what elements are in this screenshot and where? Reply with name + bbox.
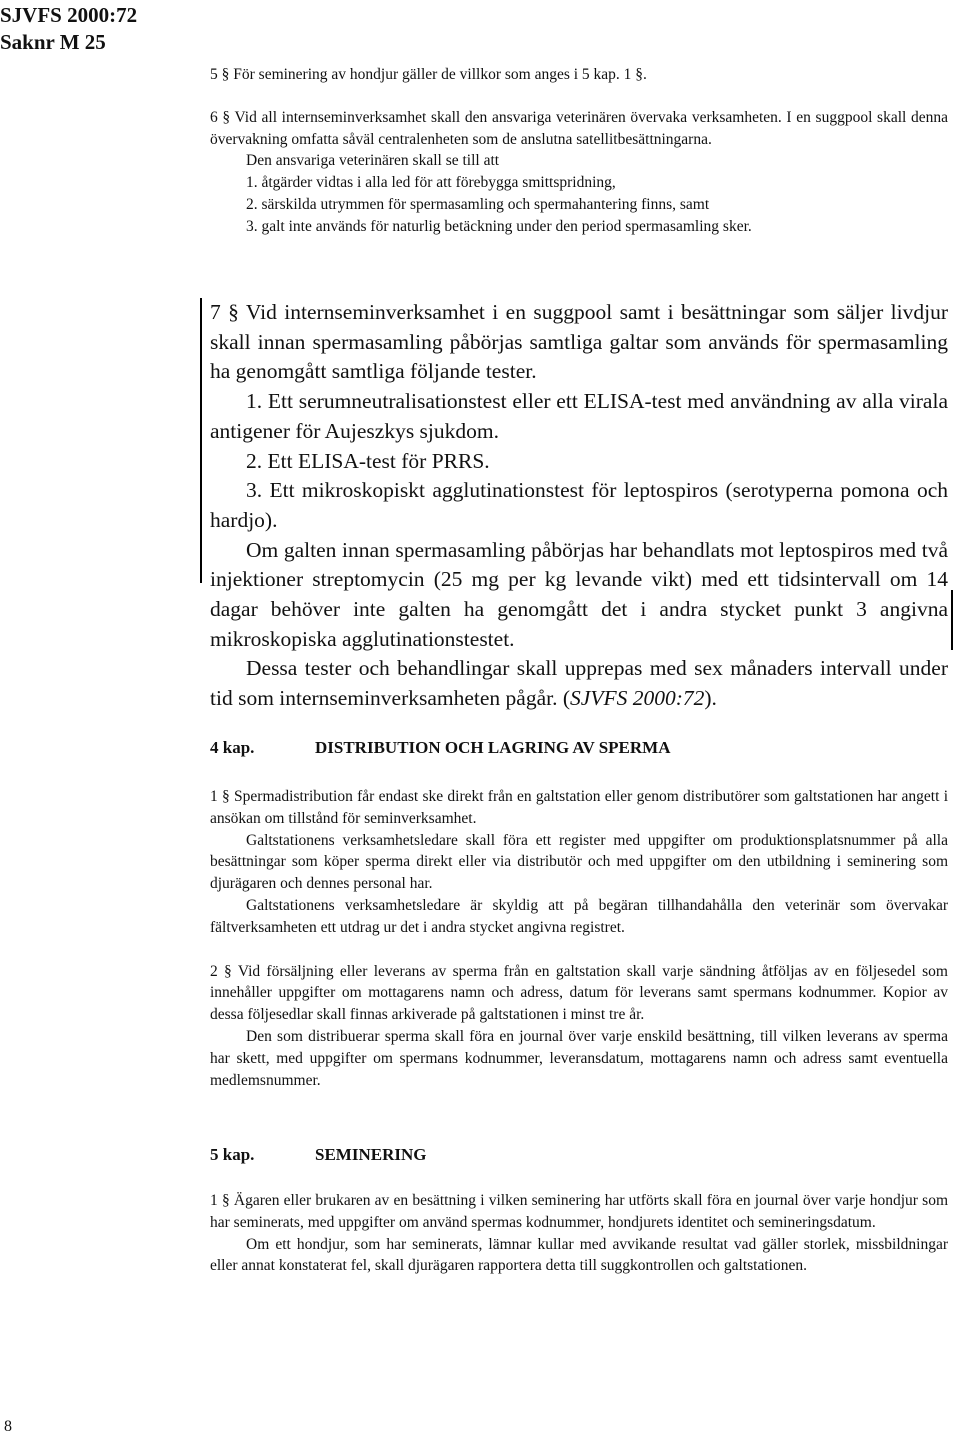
- section-6-item-3: 3. galt inte används för naturlig betäckning under den period spermasamling sker.: [246, 217, 752, 235]
- page-number: 8: [4, 1418, 12, 1435]
- ch4-section-1-p2: Galtstationens verksamhetsledare skall föra ett register med uppgifter om produktionsplatsnummer på alla besättningar som köper sperma direkt eller via distributör och med uppgifter om den utbildning i seminering som djurägaren och dennes personal har.: [210, 831, 948, 893]
- ch4-section-2: 2 § Vid försäljning eller leverans av sperma från en galtstation skall varje sändning åtföljas av en följesedel som innehåller uppgifter om mottagarens namn och adress, datum för leverans samt spermans kodnummer. Kopior av dessa följesedlar skall finnas arkiverade på galtstationen i minst tre år.: [210, 962, 948, 1024]
- section-7-item-2: 2. Ett ELISA-test för PRRS.: [246, 448, 490, 473]
- amendment-bar-left: [200, 298, 202, 583]
- ch4-section-2-p2: Den som distribuerar sperma skall föra en journal över varje enskild besättning, till vilken leverans av sperma har skett, med uppgifter om spermans kodnummer, leveransdatum, mottagarens namn och adress samt eventuella medlemsnummer.: [210, 1027, 948, 1089]
- chapter-5-title: SEMINERING: [315, 1145, 427, 1164]
- section-5-paragraph: 5 § För seminering av hondjur gäller de villkor som anges i 5 kap. 1 §.: [210, 66, 647, 83]
- document-header: [0, 2, 137, 56]
- chapter-4-heading: [210, 737, 948, 759]
- ch5-section-1: 1 § Ägaren eller brukaren av en besättning i vilken seminering har utförts skall föra en journal över varje hondjur som har seminerats, med uppgifter om använd spermas kodnummer, hondjurets identitet och semineringsdatum.: [210, 1192, 948, 1231]
- chapter-5: [210, 1144, 948, 1277]
- section-6-intro: Den ansvariga veterinären skall se till att: [246, 152, 500, 170]
- section-7-block: [210, 298, 948, 714]
- chapter3-small-section: [210, 64, 948, 238]
- section-7-paragraph-2: Om galten innan spermasamling påbörjas har behandlats mot leptospiros med två injektioner streptomycin (25 mg per kg levande vikt) med ett tidsintervall om 14 dagar behöver inte galten ha genomgått det i andra stycket punkt 3 angivna mikroskopiska agglutinationstestet.: [210, 537, 948, 651]
- amendment-reference: SJVFS 2000:72: [570, 686, 705, 711]
- ch4-section-1: 1 § Spermadistribution får endast ske direkt från en galtstation eller genom distributörer som galtstationen har angett i ansökan om tillstånd för seminverksamhet.: [210, 788, 948, 827]
- section-7-paragraph-3: [210, 654, 948, 713]
- ch5-section-1-p2: Om ett hondjur, som har seminerats, lämnar kullar med avvikande resultat vad gäller storlek, missbildningar eller annat konstaterat fel, skall djurägaren rapportera detta till suggkontrollen och galtstationen.: [210, 1235, 948, 1275]
- chapter-4: [210, 737, 948, 1091]
- ch4-section-1-p3: Galtstationens verksamhetsledare är skyldig att på begäran tillhandahålla den veterinär som övervakar fältverksamheten ett utdrag ur det i andra stycket angivna registret.: [210, 896, 948, 936]
- amendment-bar-right: [951, 590, 953, 650]
- section-6-paragraph: 6 § Vid all internseminverksamhet skall den ansvariga veterinären övervaka verksamheten. I en suggpool skall denna övervakning omfatta såväl centralenheten som de anslutna satellitbesättningarna.: [210, 108, 948, 148]
- chapter-4-title: DISTRIBUTION OCH LAGRING AV SPERMA: [315, 738, 671, 757]
- regulation-id: SJVFS 2000:72: [0, 3, 138, 27]
- section-7-item-1: 1. Ett serumneutralisationstest eller ett ELISA-test med användning av alla virala antigener för Aujeszkys sjukdom.: [210, 389, 948, 443]
- section-6-item-1: 1. åtgärder vidtas i alla led för att förebygga smittspridning,: [246, 174, 616, 192]
- section-7-item-3: 3. Ett mikroskopiskt agglutinationstest för leptospiros (serotyperna pomona och hardjo).: [210, 478, 948, 532]
- case-number: Saknr M 25: [0, 30, 106, 54]
- section-6-item-2: 2. särskilda utrymmen för spermasamling och spermahantering finns, samt: [246, 195, 710, 213]
- section-7-paragraph: 7 § Vid internseminverksamhet i en suggpool samt i besättningar som säljer livdjur skall innan spermasamling påbörjas samtliga galtar som används för spermasamling ha genomgått samtliga följande tester.: [210, 300, 948, 384]
- chapter-5-number: 5 kap.: [210, 1145, 255, 1164]
- section-7-p3-end: ).: [704, 686, 717, 711]
- section-7-p3-text: Dessa tester och behandlingar skall upprepas med sex månaders intervall under tid som internseminverksamheten pågår. (: [210, 656, 948, 711]
- chapter-4-number: 4 kap.: [210, 738, 255, 757]
- chapter-5-heading: [210, 1144, 948, 1166]
